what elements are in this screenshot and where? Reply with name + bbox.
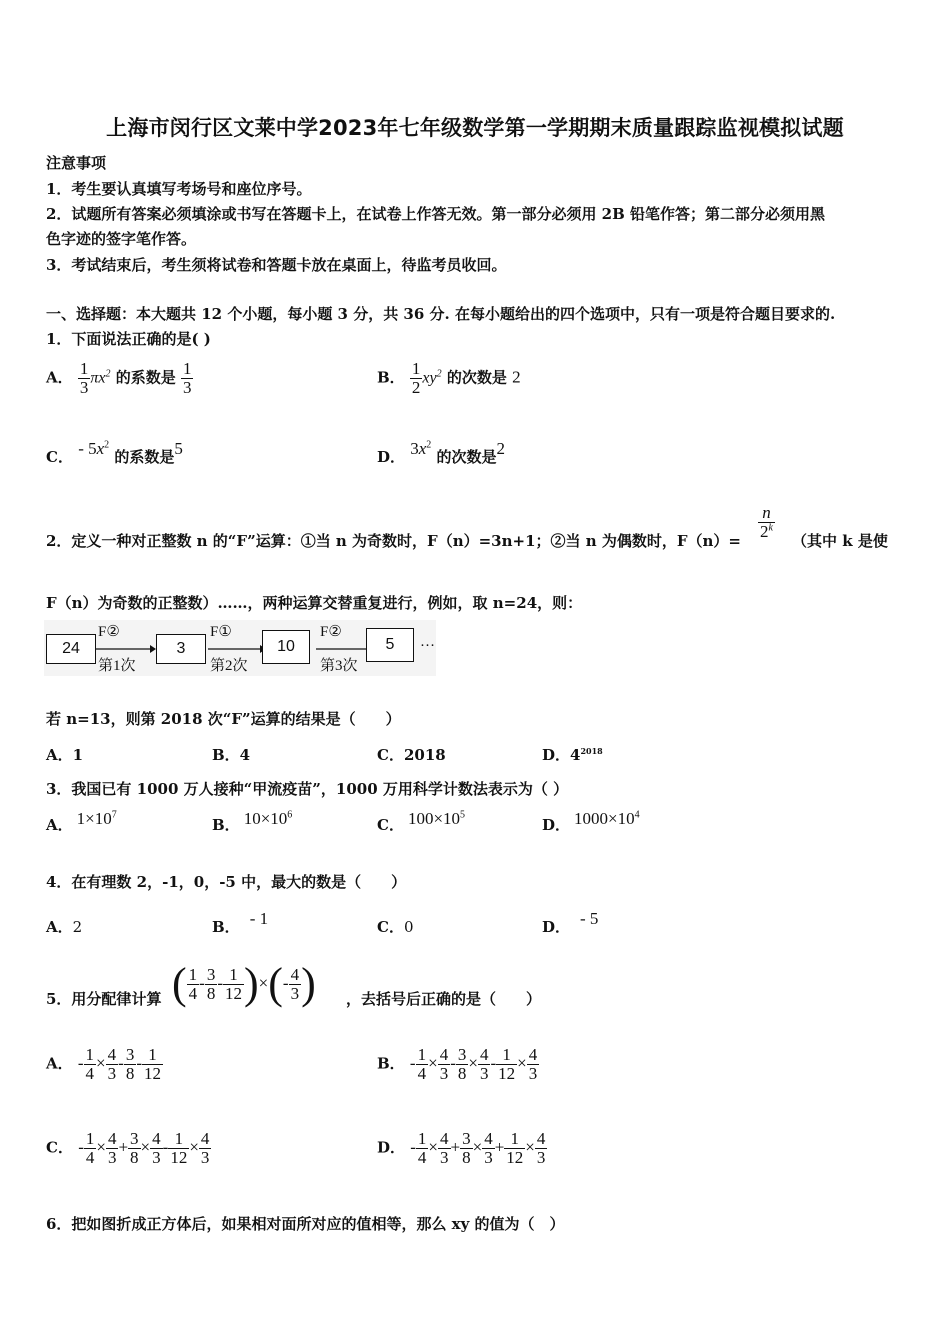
math-base: 100×10 xyxy=(407,809,461,828)
notice-item: 3．考试结束后，考生须将试卷和答题卡放在桌面上，待监考员收回。 xyxy=(46,256,507,274)
question-2-stem: 2．定义一种对正整数 n 的“F”运算：①当 n 为奇数时，F（n）=3n+1；②当 n 为偶数时，F（n）= xyxy=(46,532,741,550)
flow-box: 24 xyxy=(46,634,96,664)
question-2-question: 若 n=13，则第 2018 次“F”运算的结果是（ ） xyxy=(46,710,401,728)
q5-option-c[interactable]: C． - $\frac{1}{4}$ × $\frac{4}{3}$ + $\frac{3}{8}$ × $\frac{4}{3}$ - $\frac{1}{12}$ × $\frac{4}{3}$ xyxy=(46,1129,210,1167)
flow-box: 5 xyxy=(366,628,414,662)
option-label: D． xyxy=(377,448,406,466)
notice-item: 1．考生要认真填写考场号和座位序号。 xyxy=(46,180,312,198)
q4-option-b[interactable] xyxy=(212,909,269,937)
flow-box: 3 xyxy=(156,634,206,664)
question-3-stem: 3．我国已有 1000 万人接种“甲流疫苗”，1000 万用科学计数法表示为（ ） xyxy=(46,780,569,798)
q2-option-a[interactable]: A．1 xyxy=(46,746,84,764)
arrow-icon xyxy=(208,644,268,654)
q3-option-a[interactable] xyxy=(46,809,117,835)
option-label: A． xyxy=(46,368,73,387)
notice-item: 2．试题所有答案必须填涂或书写在答题卡上，在试卷上作答无效。第一部分必须用 2B 铅笔作答；第二部分必须用黑 xyxy=(46,205,826,223)
arrow-icon xyxy=(96,644,156,654)
notice-heading: 注意事项 xyxy=(46,154,107,172)
option-value: 2 xyxy=(72,918,83,936)
question-1-stem: 1．下面说法正确的是( ) xyxy=(46,330,211,348)
math-exponent: 5 xyxy=(460,809,466,821)
q2-option-b[interactable]: B．4 xyxy=(212,746,251,764)
option-label: D． xyxy=(542,918,571,936)
math-fraction: $\frac{n}{2^k}$ xyxy=(760,503,773,541)
q5-option-a[interactable]: A． - $\frac{1}{4}$ × $\frac{4}{3}$ - $\frac{3}{8}$ - $\frac{1}{12}$ xyxy=(46,1045,161,1083)
option-label: C． xyxy=(377,816,404,834)
notice-item: 色字迹的签字笔作答。 xyxy=(46,230,197,248)
option-text: 的系数是 xyxy=(114,448,175,466)
page-title: 上海市闵行区文莱中学2023年七年级数学第一学期期末质量跟踪监视模拟试题 xyxy=(106,116,844,140)
math-base: 1000×10 xyxy=(574,809,635,828)
option-label: B． xyxy=(212,816,240,834)
q3-option-b[interactable] xyxy=(212,809,293,835)
question-4-stem: 4．在有理数 2，-1，0，-5 中，最大的数是（ ） xyxy=(46,873,407,891)
option-value: 0 xyxy=(403,918,414,936)
q3-option-c[interactable] xyxy=(377,809,466,835)
option-label: D． xyxy=(542,816,571,834)
question-2-stem-cont: （其中 k 是使 xyxy=(792,532,888,550)
math-exponent: 6 xyxy=(287,809,293,821)
flow-step-label: 第2次 xyxy=(210,658,248,674)
option-text: D．4 xyxy=(542,746,581,764)
option-label: B． xyxy=(212,918,240,936)
option-label: B． xyxy=(377,1054,405,1073)
math-fraction: $\frac{1}{2}$ xyxy=(411,359,421,397)
question-6-stem: 6．把如图折成正方体后，如果相对面所对应的值相等，那么 xy 的值为（ ） xyxy=(46,1215,565,1233)
option-text: 的次数是 xyxy=(436,448,497,466)
question-2-stem-line2: F（n）为奇数的正整数）……，两种运算交替重复进行，例如，取 n=24，则： xyxy=(46,594,583,612)
q1-option-a[interactable]: A． $\frac{1}{3}$ $\pi x^2$ 的系数是 $\frac{1}{3}$ xyxy=(46,359,192,397)
math-base: 10×10 xyxy=(243,809,288,828)
question-5-stem-cont: ，去括号后正确的是（ ） xyxy=(346,990,542,1008)
q1-option-d[interactable]: D． $3x^2$ 的次数是2 xyxy=(377,439,506,466)
q5-option-d[interactable]: D． - $\frac{1}{4}$ × $\frac{4}{3}$ + $\frac{3}{8}$ × $\frac{4}{3}$ + $\frac{1}{12}$ × $\frac{4}{3}$ xyxy=(377,1129,546,1167)
math-expression: ( $\frac{1}{4}$ - $\frac{3}{8}$ - $\frac{1}{12}$ )×(- $\frac{4}{3}$ ) xyxy=(172,959,316,1008)
flow-op-label: F② xyxy=(320,624,342,640)
option-label: C． xyxy=(46,1138,73,1157)
option-label: C． xyxy=(46,448,73,466)
flow-op-label: F① xyxy=(210,624,232,640)
option-value: - 1 xyxy=(249,909,269,928)
option-label: A． xyxy=(46,1054,73,1073)
flow-ellipsis: … xyxy=(420,634,435,650)
math-base: 1×10 xyxy=(76,809,112,828)
math-exponent: 7 xyxy=(111,809,117,821)
option-value: - 5 xyxy=(580,909,599,928)
flow-step-label: 第1次 xyxy=(98,658,136,674)
option-label: B． xyxy=(377,368,405,387)
flow-op-label: F② xyxy=(98,624,120,640)
option-text: 的次数是 xyxy=(446,368,507,387)
math-exponent: 4 xyxy=(634,809,640,821)
q2-option-c[interactable]: C．2018 xyxy=(377,746,446,764)
q4-option-d[interactable] xyxy=(542,909,599,937)
q1-option-c[interactable]: C． - $5x^2$ 的系数是5 xyxy=(46,439,183,466)
operation-flow-diagram xyxy=(44,620,436,676)
flow-step-label: 第3次 xyxy=(320,658,358,674)
math-fraction: $\frac{1}{3}$ xyxy=(182,359,192,397)
math-fraction: $\frac{1}{3}$ xyxy=(79,359,89,397)
q3-option-d[interactable] xyxy=(542,809,640,835)
q4-option-a[interactable] xyxy=(46,916,82,937)
section-heading: 一、选择题：本大题共 12 个小题，每小题 3 分，共 36 分. 在每小题给出的四个选项中，只有一项是符合题目要求的. xyxy=(46,305,836,323)
superscript: 2018 xyxy=(580,746,603,756)
q4-option-c[interactable] xyxy=(377,916,414,937)
q5-option-b[interactable]: B． - $\frac{1}{4}$ × $\frac{4}{3}$ - $\frac{3}{8}$ × $\frac{4}{3}$ - $\frac{1}{12}$ × $\frac{4}{3}$ xyxy=(377,1045,538,1083)
q2-option-d[interactable] xyxy=(542,744,603,765)
option-label: A． xyxy=(46,816,73,834)
option-text: 的系数是 xyxy=(115,368,176,387)
option-label: D． xyxy=(377,1138,406,1157)
option-label: A． xyxy=(46,918,73,936)
question-5-stem: 5．用分配律计算 xyxy=(46,990,162,1008)
q1-option-b[interactable]: B． $\frac{1}{2}$ $xy^2$ 的次数是 2 xyxy=(377,359,521,397)
flow-box: 10 xyxy=(262,630,310,664)
option-label: C． xyxy=(377,918,404,936)
